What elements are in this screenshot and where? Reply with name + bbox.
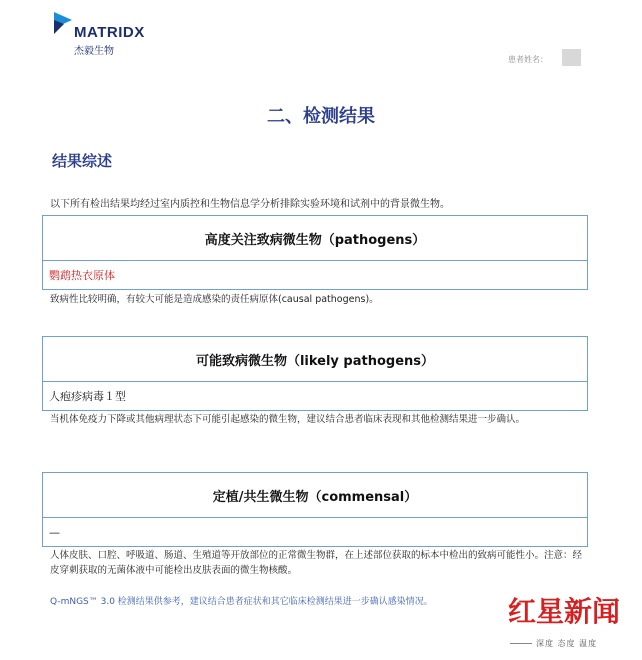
commensal-description: 人体皮肤、口腔、呼吸道、肠道、生殖道等开放部位的正常微生物群，在上述部位获取的标本中检出的致病可能性小。注意：经皮穿刺获取的无菌体液中可能检出皮肤表面的微生物核酸。 — [50, 550, 583, 576]
brand-subtitle: 杰毅生物 — [74, 46, 114, 57]
brand-name: MATRIDX — [74, 24, 145, 41]
likely-pathogens-result: 人疱疹病毒１型 — [49, 390, 126, 403]
commensal-result: — — [49, 525, 60, 539]
matridx-logo-icon — [52, 10, 74, 36]
pathogens-box — [42, 215, 588, 290]
pathogens-result: 鹦鹉热衣原体 — [49, 269, 115, 282]
patient-name-label: 患者姓名： — [508, 55, 548, 64]
watermark-divider — [510, 643, 532, 644]
pathogens-heading: 高度关注致病微生物（pathogens） — [43, 216, 587, 261]
section-title: 结果综述 — [52, 152, 113, 170]
footer-note: Q-mNGS™ 3.0 检测结果供参考，建议结合患者症状和其它临床检测结果进一步确认感染情况。 — [50, 597, 433, 607]
likely-pathogens-description: 当机体免疫力下降或其他病理状态下可能引起感染的微生物，建议结合患者临床表现和其他检测结果进一步确认。 — [50, 414, 526, 425]
commensal-heading: 定植/共生微生物（commensal） — [43, 473, 587, 518]
watermark-logo: 红星新闻 — [508, 595, 621, 628]
commensal-box — [42, 472, 588, 547]
likely-pathogens-box — [42, 336, 588, 411]
pathogens-description: 致病性比较明确，有较大可能是造成感染的责任病原体(causal pathogens)。 — [50, 294, 379, 305]
page-title: 二、检测结果 — [267, 106, 375, 127]
patient-name-redacted — [562, 49, 581, 66]
watermark-slogan: 深度 态度 温度 — [536, 639, 598, 648]
intro-text: 以下所有检出结果均经过室内质控和生物信息学分析排除实验环境和试剂中的背景微生物。 — [50, 199, 450, 210]
likely-pathogens-heading: 可能致病微生物（likely pathogens） — [43, 337, 587, 382]
